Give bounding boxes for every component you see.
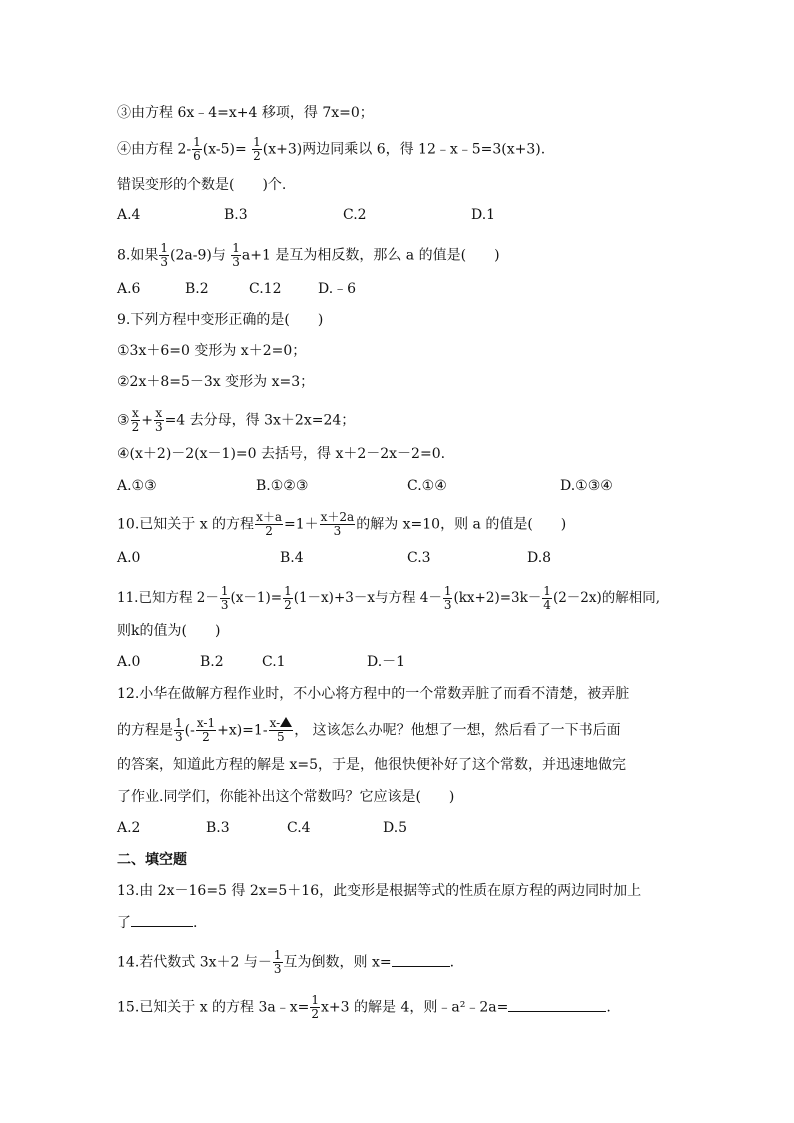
q9-statement-2: ②2x＋8=5－3x 变形为 x=3； [117,374,315,390]
q8-option-b[interactable]: B.2 [185,281,209,297]
fraction: $\frac{1}{3}$ [175,716,183,744]
q8-option-c[interactable]: C.12 [249,281,282,297]
q10-option-a[interactable]: A.0 [117,550,141,566]
q12-question-line-4: 了作业.同学们，你能补出这个常数吗？它应该是( ) [117,789,455,805]
q11-option-c[interactable]: C.1 [262,654,286,670]
fraction: $\frac{x+2a}{3}$ [320,510,355,538]
fraction: $\frac{1}{4}$ [543,584,551,612]
q11-option-b[interactable]: B.2 [200,654,224,670]
q9-option-c[interactable]: C.①④ [407,478,447,494]
q12-option-d[interactable]: D.5 [383,820,408,836]
q9-question: 9.下列方程中变形正确的是( ) [117,312,324,328]
fraction: $\frac{1}{3}$ [443,584,452,612]
fraction: $\frac{1}{3}$ [273,948,282,976]
q10-option-d[interactable]: D.8 [527,550,552,566]
q11-option-d[interactable]: D.－1 [367,654,406,670]
answer-blank[interactable] [508,999,606,1012]
fraction: $\frac{1}{3}$ [220,584,229,612]
fraction: $\frac{1}{2}$ [253,135,261,163]
q9-option-a[interactable]: A.①③ [117,478,157,494]
section-heading-fill-in: 二、填空题 [117,852,187,868]
q7-option-c[interactable]: C.2 [343,207,367,223]
q13-question: 13.由 2x－16=5 得 2x=5＋16，此变形是根据等式的性质在原方程的两边同时加上 [117,883,642,899]
fraction: $\frac{1}{3}$ [232,241,240,269]
q10-option-c[interactable]: C.3 [407,550,431,566]
q10-question: 10.已知关于 x 的方程 $\frac{x+a}{2}$ =1＋ $\frac{x+2a}{3}$ 的解为 x=10，则 a 的值是( ) [117,510,567,538]
q8-option-a[interactable]: A.6 [117,281,141,297]
fraction: $\frac{x+a}{2}$ [256,510,282,538]
fraction: $\frac{x-}{5}$ [269,717,294,744]
q7-statement-4: ④由方程 2- $\frac{1}{6}$ (x-5)= $\frac{1}{2}$ (x+3)两边同乘以 6，得 12﹣x﹣5=3(x+3). [117,135,546,163]
fraction: $\frac{1}{2}$ [284,584,292,612]
q12-question-line-2: 的方程是 $\frac{1}{3}$ (- $\frac{x-1}{2}$ +x)=1- $\frac{x-}{5}$ ， 这该怎么办呢？他想了一想，然后看了一下书后面 [117,716,621,744]
fraction: $\frac{1}{6}$ [193,135,201,163]
q8-option-d[interactable]: D.﹣6 [318,281,357,297]
q7-option-d[interactable]: D.1 [471,207,496,223]
q12-option-a[interactable]: A.2 [117,820,141,836]
q11-question: 11.已知方程 2－ $\frac{1}{3}$ (x－1)= $\frac{1}{2}$ (1－x)+3－x与方程 4－ $\frac{1}{3}$ (kx+2)=3k－ $\frac{1}{4}$ (2－2x)的解相同, [117,584,661,612]
q12-option-b[interactable]: B.3 [206,820,230,836]
q7-question: 错误变形的个数是( )个. [117,177,287,193]
q7-option-b[interactable]: B.3 [224,207,248,223]
q9-option-d[interactable]: D.①③④ [560,478,613,494]
answer-blank[interactable] [392,954,450,967]
smudge-triangle-icon [280,717,292,727]
q11-question-cont: 则k的值为( ) [117,623,221,639]
q12-option-c[interactable]: C.4 [287,820,311,836]
q9-option-b[interactable]: B.①②③ [256,478,309,494]
answer-blank[interactable] [131,914,193,927]
fraction: $\frac{x}{2}$ [131,406,140,434]
q8-question: 8.如果 $\frac{1}{3}$ (2a-9)与 $\frac{1}{3}$ a+1 是互为相反数，那么 a 的值是( ) [117,241,500,269]
q9-statement-4: ④(x＋2)－2(x－1)=0 去括号，得 x＋2－2x－2=0. [117,446,446,462]
fraction: $\frac{x-1}{2}$ [196,716,216,744]
fraction: $\frac{1}{2}$ [311,993,320,1021]
q12-question-line-3: 的答案，知道此方程的解是 x=5，于是，他很快便补好了这个常数，并迅速地做完 [117,757,626,773]
q9-statement-1: ①3x＋6=0 变形为 x＋2=0； [117,343,307,359]
q7-option-a[interactable]: A.4 [117,207,141,223]
q7-statement-3: ③由方程 6x﹣4=x+4 移项，得 7x=0； [117,105,374,121]
q15-question: 15.已知关于 x 的方程 3a﹣x= $\frac{1}{2}$ x+3 的解是 4，则﹣a²﹣2a= . [117,993,611,1021]
q12-question-line-1: 12.小华在做解方程作业时，不小心将方程中的一个常数弄脏了而看不清楚，被弄脏 [117,686,630,702]
fraction: $\frac{1}{3}$ [160,241,168,269]
q14-question: 14.若代数式 3x＋2 与－ $\frac{1}{3}$ 互为倒数，则 x= . [117,948,455,976]
q9-statement-3: ③ $\frac{x}{2}$ + $\frac{x}{3}$ =4 去分母，得 3x＋2x=24； [117,406,356,434]
q10-option-b[interactable]: B.4 [280,550,304,566]
fraction: $\frac{x}{3}$ [154,406,163,434]
q13-question-cont: 了 . [117,915,198,931]
q11-option-a[interactable]: A.0 [117,654,141,670]
